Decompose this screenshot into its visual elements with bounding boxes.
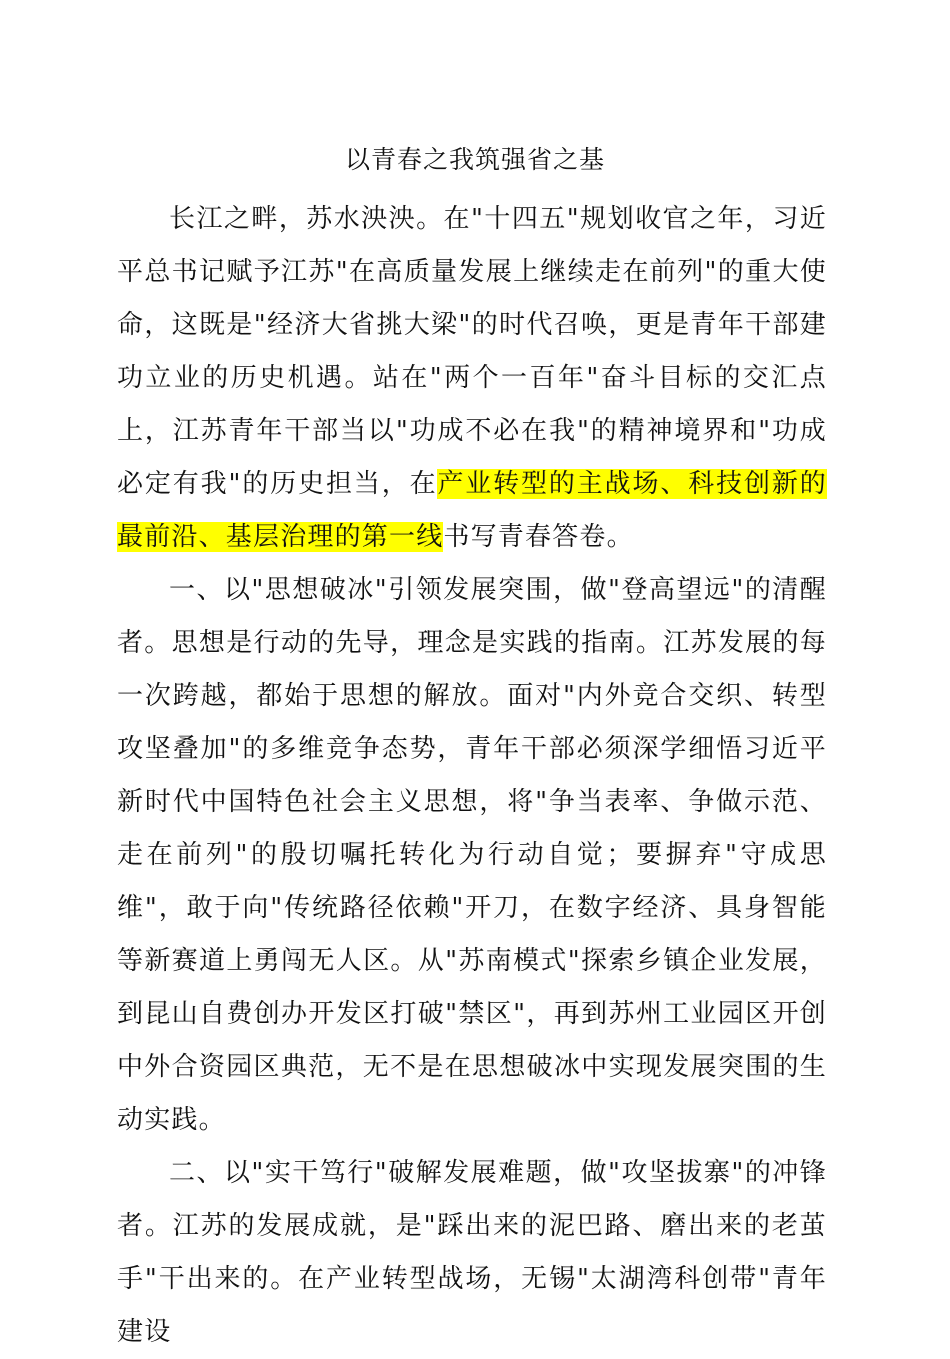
paragraph-intro-ending: 书写青春答卷。: [443, 522, 634, 552]
paragraph-intro: [117, 193, 827, 564]
paragraph-section-two: [117, 1147, 827, 1359]
paragraph-section-one-text: 一、以"思想破冰"引领发展突围，做"登高望远"的清醒者。思想是行动的先导，理念是实践的指南。江苏发展的每一次跨越，都始于思想的解放。面对"内外竞合交织、转型攻坚叠加"的多维竞争态势，青年干部必须深学细悟习近平新时代中国特色社会主义思想，将"争当表率、争做示范、走在前列"的殷切嘱托转化为行动自觉；要摒弃"守成思维"，敢于向"传统路径依赖"开刀，在数字经济、具身智能等新赛道上勇闯无人区。从"苏南模式"探索乡镇企业发展，到昆山自费创办开发区打破"禁区"，再到苏州工业园区开创中外合资园区典范，无不是在思想破冰中实现发展突围的生动实践。: [117, 575, 827, 1135]
document-title: 以青春之我筑强省之基: [344, 145, 605, 174]
document-body: [117, 193, 827, 1359]
paragraph-intro-text: 长江之畔，苏水泱泱。在"十四五"规划收官之年，习近平总书记赋予江苏"在高质量发展上继续走在前列"的重大使命，这既是"经济大省挑大梁"的时代召唤，更是青年干部建功立业的历史机遇。站在"两个一百年"奋斗目标的交汇点上，江苏青年干部当以"功成不必在我"的精神境界和"功成必定有我"的历史担当，在: [117, 204, 827, 499]
highlighted-text: 产业转型的主战场、科技创新的最前沿、基层治理的第一线: [117, 469, 827, 552]
paragraph-section-two-text: 二、以"实干笃行"破解发展难题，做"攻坚拔寨"的冲锋者。江苏的发展成就，是"踩出来的泥巴路、磨出来的老茧手"干出来的。在产业转型战场，无锡"太湖湾科创带"青年建设: [117, 1158, 827, 1347]
paragraph-section-one: [117, 564, 827, 1147]
